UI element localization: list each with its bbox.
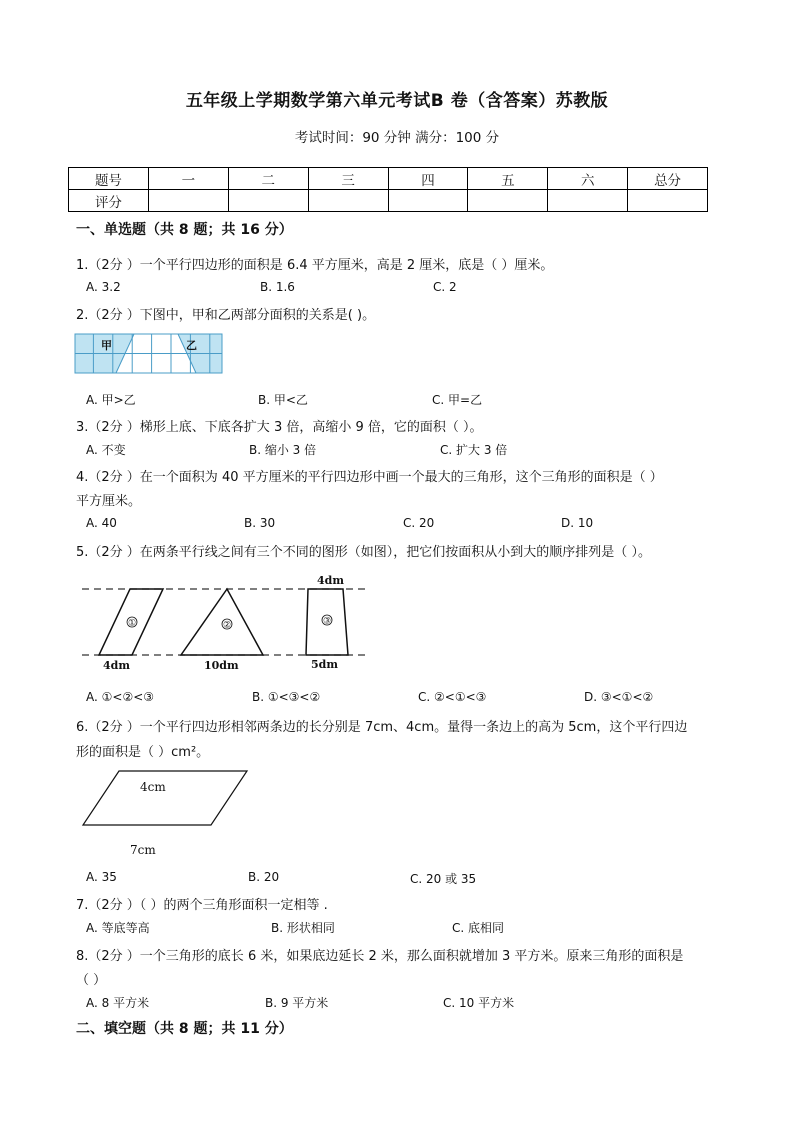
- score-cell[interactable]: [628, 190, 708, 212]
- q3-option-c[interactable]: C. 扩大 3 倍: [440, 443, 508, 457]
- score-table-header-row: [69, 168, 708, 190]
- q5-option-d[interactable]: D. ③<①<②: [584, 690, 654, 704]
- question-6-text-cont: 形的面积是（ ）cm²。: [76, 745, 210, 760]
- question-7-text: 7.（2分 ）（ ）的两个三角形面积一定相等 .: [76, 898, 328, 913]
- score-table-header-cell: 五: [468, 168, 548, 190]
- score-cell[interactable]: [388, 190, 468, 212]
- q2-label-jia: 甲: [101, 339, 112, 352]
- question-1-text: 1.（2分 ）一个平行四边形的面积是 6.4 平方厘米，高是 2 厘米，底是（ ）厘米。: [76, 258, 554, 273]
- q5-base-1: 4dm: [103, 659, 130, 672]
- q5-option-a[interactable]: A. ①<②<③: [86, 690, 155, 704]
- exam-info: 考试时间：90 分钟 满分：100 分: [294, 130, 500, 146]
- q7-option-c[interactable]: C. 底相同: [452, 921, 505, 935]
- score-cell[interactable]: [468, 190, 548, 212]
- q6-option-a[interactable]: A. 35: [86, 870, 117, 884]
- score-table-header-cell: 三: [308, 168, 388, 190]
- q1-option-b[interactable]: B. 1.6: [260, 280, 295, 294]
- q5-base-3: 5dm: [311, 658, 338, 671]
- q5-shape-2-label: ②: [222, 620, 232, 631]
- q5-option-c[interactable]: C. ②<①<③: [418, 690, 487, 704]
- page-title: 五年级上学期数学第六单元考试B 卷（含答案）苏教版: [185, 91, 609, 111]
- score-cell[interactable]: [548, 190, 628, 212]
- q2-grid-figure: [74, 333, 224, 375]
- q4-option-d[interactable]: D. 10: [561, 516, 594, 530]
- q6-base-label-7cm: 7cm: [130, 843, 156, 857]
- q8-option-a[interactable]: A. 8 平方米: [86, 996, 150, 1010]
- q8-option-b[interactable]: B. 9 平方米: [265, 996, 329, 1010]
- question-8-text: 8.（2分 ）一个三角形的底长 6 米，如果底边延长 2 米，那么面积就增加 3 平方米。原来三角形的面积是: [76, 949, 684, 964]
- q7-option-a[interactable]: A. 等底等高: [86, 921, 150, 935]
- score-table-header-cell: 四: [388, 168, 468, 190]
- score-cell[interactable]: [308, 190, 388, 212]
- q4-option-b[interactable]: B. 30: [244, 516, 276, 530]
- q1-option-a[interactable]: A. 3.2: [86, 280, 121, 294]
- question-3-text: 3.（2分 ）梯形上底、下底各扩大 3 倍，高缩小 9 倍，它的面积（ ）。: [76, 420, 483, 435]
- score-table-header-cell: 题号: [69, 168, 149, 190]
- q1-option-c[interactable]: C. 2: [433, 280, 457, 294]
- q5-option-b[interactable]: B. ①<③<②: [252, 690, 321, 704]
- score-table-header-cell: 二: [228, 168, 308, 190]
- q6-option-c[interactable]: C. 20 或 35: [410, 872, 477, 886]
- q2-option-a[interactable]: A. 甲>乙: [86, 393, 136, 407]
- score-table-header-cell: 一: [148, 168, 228, 190]
- q2-option-c[interactable]: C. 甲=乙: [432, 393, 483, 407]
- q5-base-2: 10dm: [204, 659, 239, 672]
- score-cell[interactable]: [228, 190, 308, 212]
- q2-option-b[interactable]: B. 甲<乙: [258, 393, 308, 407]
- question-4-text: 4.（2分 ）在一个面积为 40 平方厘米的平行四边形中画一个最大的三角形，这个三角形的面积是（ ）: [76, 470, 663, 485]
- question-5-text: 5.（2分 ）在两条平行线之间有三个不同的图形（如图），把它们按面积从小到大的顺序排列是（ ）。: [76, 545, 651, 560]
- score-table: [68, 167, 708, 212]
- q6-parallelogram-figure: [80, 768, 252, 860]
- q2-label-yi: 乙: [186, 339, 197, 352]
- q8-option-c[interactable]: C. 10 平方米: [443, 996, 515, 1010]
- question-6-text: 6.（2分 ）一个平行四边形相邻两条边的长分别是 7cm、4cm。量得一条边上的高为 5cm，这个平行四边: [76, 720, 688, 735]
- q5-shape-3-label: ③: [322, 616, 332, 627]
- section-heading: 二、填空题（共 8 题；共 11 分）: [76, 1021, 293, 1037]
- score-table-header-cell: 总分: [628, 168, 708, 190]
- question-8-text-cont: （ ）: [76, 973, 107, 988]
- score-table-header-cell: 六: [548, 168, 628, 190]
- score-table-row-label: 评分: [69, 190, 149, 212]
- q5-shapes-figure: [80, 570, 370, 674]
- q4-option-c[interactable]: C. 20: [403, 516, 435, 530]
- q4-option-a[interactable]: A. 40: [86, 516, 117, 530]
- question-2-text: 2.（2分 ）下图中，甲和乙两部分面积的关系是( )。: [76, 308, 376, 323]
- q6-side-label-4cm: 4cm: [140, 780, 166, 794]
- q3-option-a[interactable]: A. 不变: [86, 443, 126, 457]
- question-4-text-cont: 平方厘米。: [76, 494, 142, 509]
- score-table-score-row: [69, 190, 708, 212]
- q5-shape-1-label: ①: [127, 618, 137, 629]
- q6-option-b[interactable]: B. 20: [248, 870, 280, 884]
- score-cell[interactable]: [148, 190, 228, 212]
- q7-option-b[interactable]: B. 形状相同: [271, 921, 335, 935]
- q5-top-3: 4dm: [317, 574, 344, 587]
- q3-option-b[interactable]: B. 缩小 3 倍: [249, 443, 317, 457]
- section-heading: 一、单选题（共 8 题；共 16 分）: [76, 222, 293, 238]
